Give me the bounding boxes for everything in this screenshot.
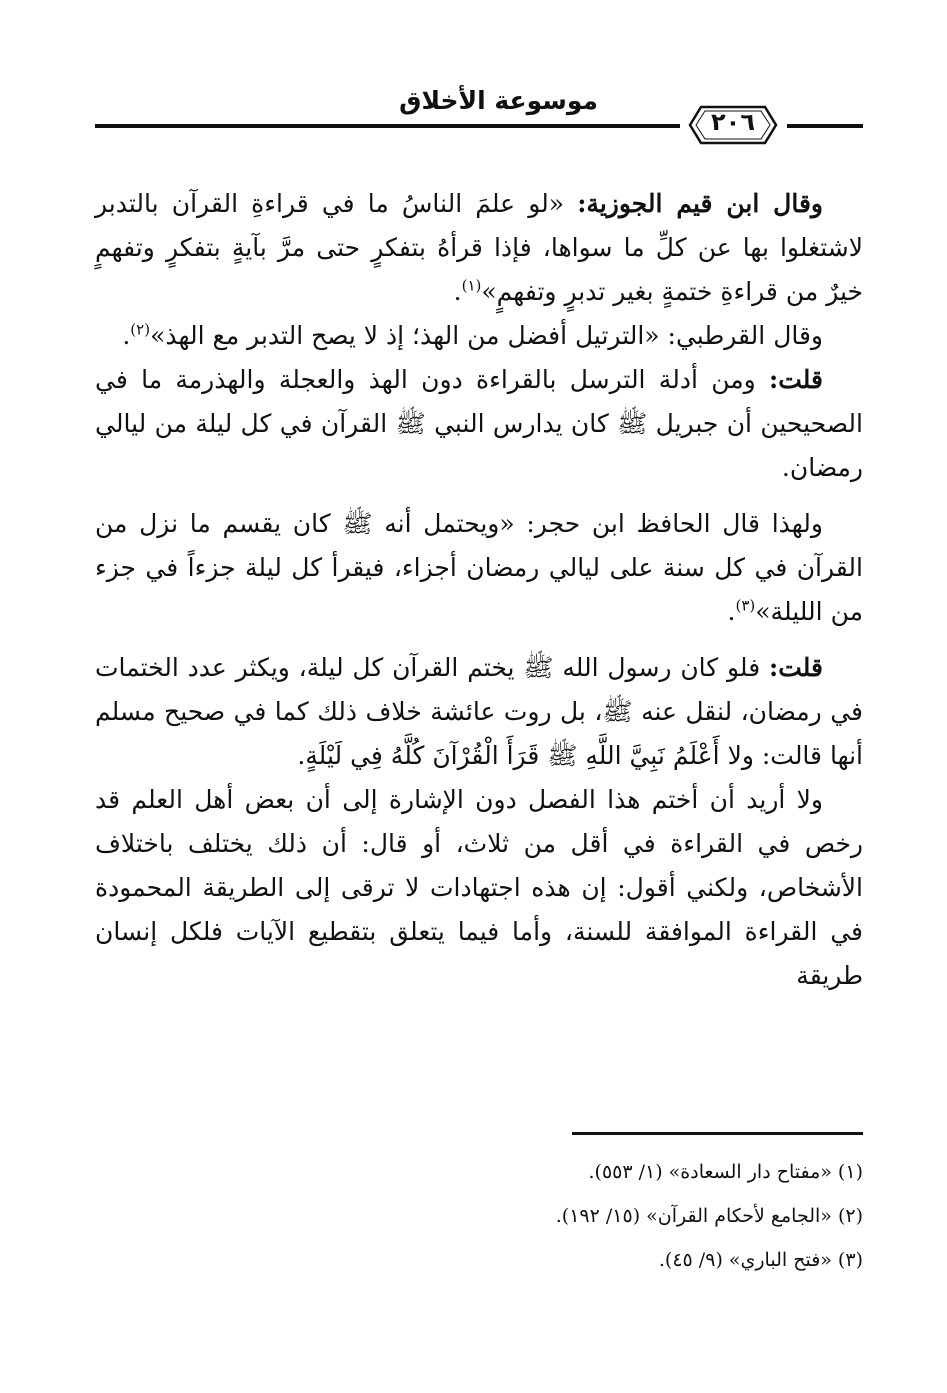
speaker-lead: قلت: [768,365,823,394]
sentence-end: . [453,277,462,306]
paragraph-5 [95,646,863,778]
speaker-lead: قلت: [768,653,823,682]
footnote-ref: (٣) [735,596,756,615]
header-rule-left [95,124,680,128]
paragraph-text: وقال القرطبي: «الترتيل أفضل من الهذ؛ إذ لا يصح التدبر مع الهذ» [150,321,823,350]
footnote-3: (٣) «فتح الباري» (٩/ ٤٥). [658,1249,863,1271]
footnote-1: (١) «مفتاح دار السعادة» (١/ ٥٥٣). [588,1161,863,1183]
footnote-ref: (١) [461,276,482,295]
book-title: موسوعة الأخلاق [399,86,598,115]
page-number-frame [687,104,779,146]
speaker-lead: وقال ابن قيم الجوزية: [577,189,823,218]
sentence-end: . [727,597,736,626]
footnote-2: (٢) «الجامع لأحكام القرآن» (١٥/ ١٩٢). [555,1205,863,1227]
paragraph-text: ومن أدلة الترسل بالقراءة دون الهذ والعجلة والهذرمة ما في الصحيحين أن جبريل ﷺ كان يدارس النبي ﷺ القرآن في كل ليلة من ليالي رمضان. [95,365,863,482]
paragraph-3 [95,358,863,490]
header-rule-right [787,124,863,128]
paragraph-1 [95,182,863,314]
page-number: ٢٠٦ [711,108,755,136]
footnotes [95,1150,863,1282]
paragraph-6 [95,778,863,998]
main-text [95,182,863,998]
paragraph-4 [95,502,863,634]
footnote-separator [572,1132,863,1135]
paragraph-text: ولا أريد أن أختم هذا الفصل دون الإشارة إلى أن بعض أهل العلم قد رخص في القراءة في أقل من ثلاث، أو قال: أن ذلك يختلف باختلاف الأشخاص، ولكني أقول: إن هذه اجتهادات لا ترقى إلى الطريقة المحمودة في القراءة الموافقة للسنة، وأما فيما يتعلق بتقطيع الآيات فلكل إنسان طريقة [95,785,863,990]
paragraph-text: فلو كان رسول الله ﷺ يختم القرآن كل ليلة، ويكثر عدد الختمات في رمضان، لنقل عنه ﷺ، بل روت عائشة خلاف ذلك كما في صحيح مسلم أنها قالت: ولا أَعْلَمُ نَبِيَّ اللَّهِ ﷺ قَرَأَ الْقُرْآنَ كُلَّهُ فِي لَيْلَةٍ. [95,653,863,770]
paragraph-text: ولهذا قال الحافظ ابن حجر: «ويحتمل أنه ﷺ كان يقسم ما نزل من القرآن في كل سنة على ليالي رمضان أجزاء، فيقرأ كل ليلة جزءاً في جزء من الليلة» [95,509,863,626]
sentence-end: . [122,321,131,350]
page-header [95,82,863,152]
paragraph-text: «لو علمَ الناسُ ما في قراءةِ القرآن بالتدبر لاشتغلوا بها عن كلِّ ما سواها، فإذا قرأهُ بتفكرٍ حتى مرَّ بآيةٍ بتفكرٍ وتفهمٍ خيرٌ من قراءةِ ختمةٍ بغير تدبرٍ وتفهمٍ» [95,189,863,306]
paragraph-2 [95,314,863,358]
footnote-ref: (٢) [130,320,151,339]
